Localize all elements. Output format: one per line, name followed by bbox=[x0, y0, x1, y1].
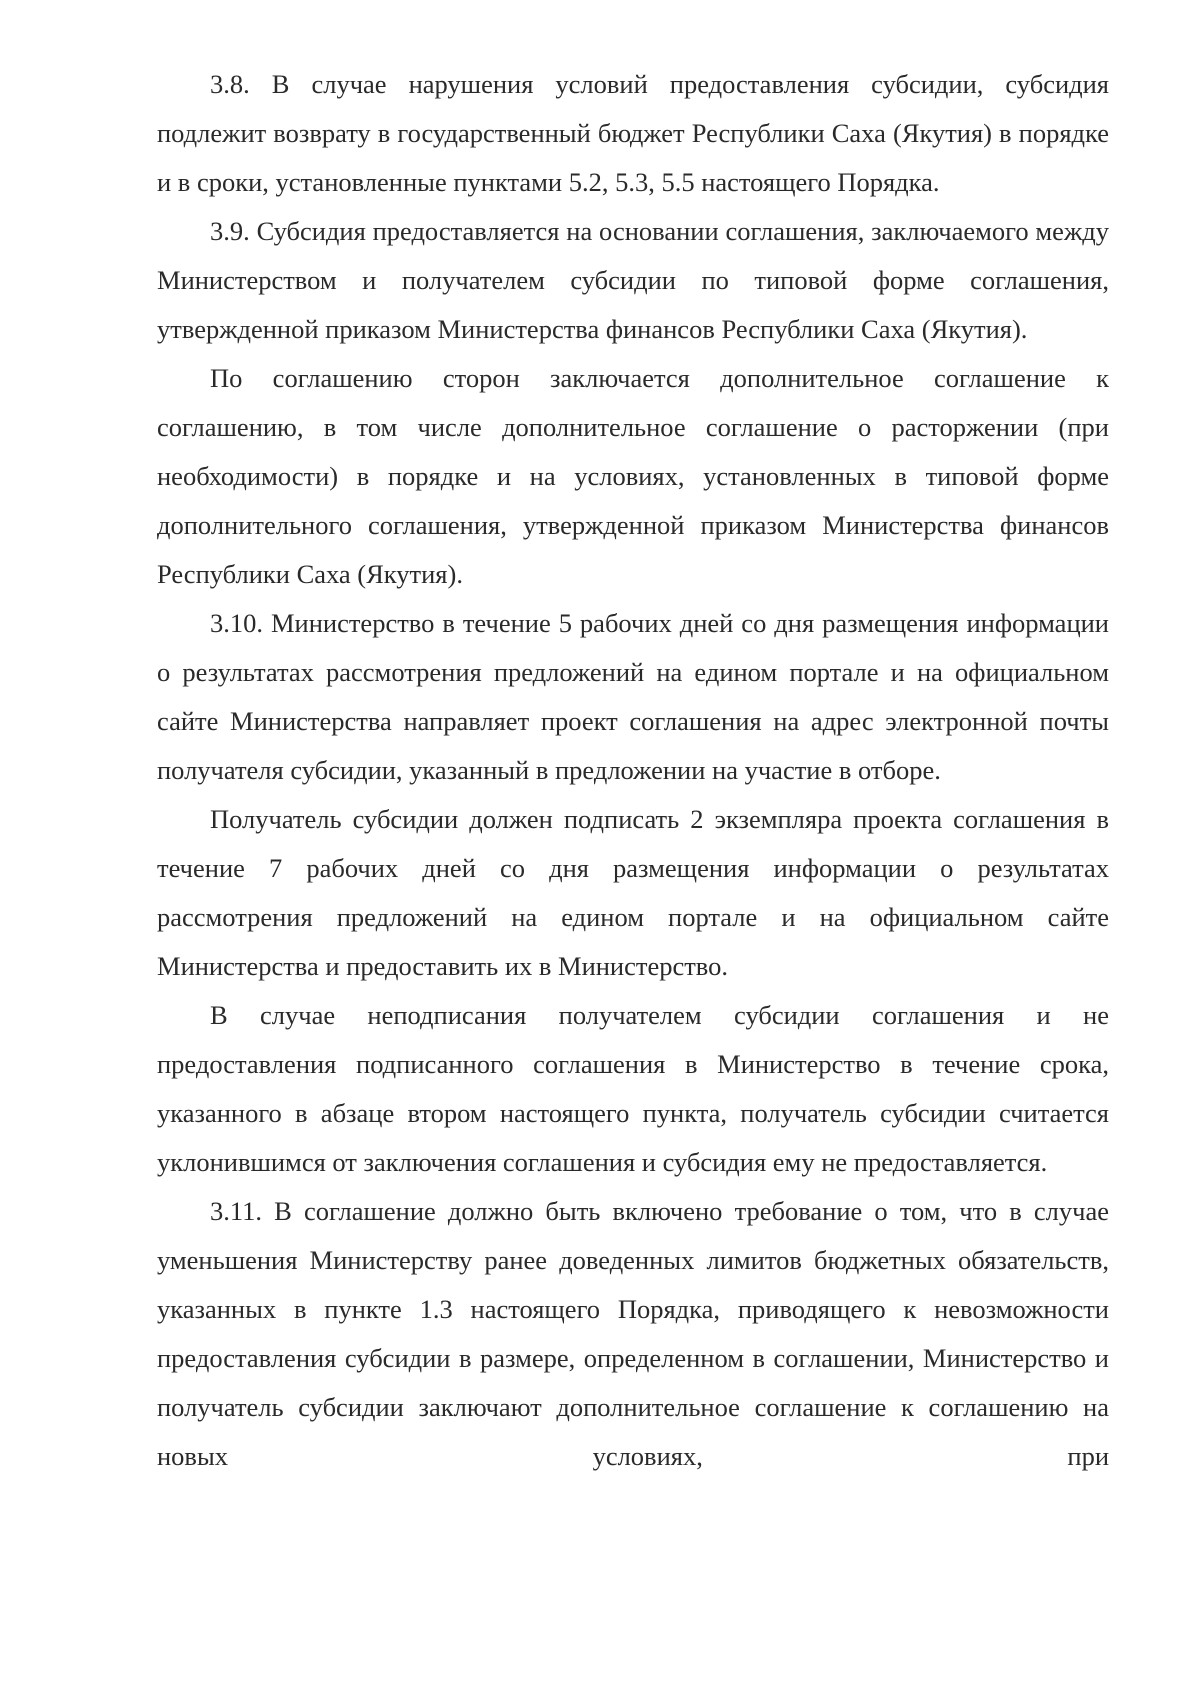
paragraph-signing: Получатель субсидии должен подписать 2 экземпляра проекта соглашения в течение 7 рабочих дней со дня размещения информации о результатах рассмотрения предложений на едином портале и на официальном сайте Министерства и предоставить их в Министерство. bbox=[157, 804, 1109, 981]
paragraph-non-signing: В случае неподписания получателем субсидии соглашения и не предоставления подписанного соглашения в Министерство в течение срока, указанного в абзаце втором настоящего пункта, получатель субсидии считается уклонившимся от заключения соглашения и субсидия ему не предоставляется. bbox=[157, 1000, 1109, 1177]
paragraph-additional-agreement: По соглашению сторон заключается дополнительное соглашение к соглашению, в том числе дополнительное соглашение о расторжении (при необходимости) в порядке и на условиях, установленных в типовой форме дополнительного соглашения, утвержденной приказом Министерства финансов Республики Саха (Якутия). bbox=[157, 363, 1109, 589]
paragraph-3-11: 3.11. В соглашение должно быть включено требование о том, что в случае уменьшения Министерству ранее доведенных лимитов бюджетных обязательств, указанных в пункте 1.3 настоящего Порядка, приводящего к невозможности предоставления субсидии в размере, определенном в соглашении, Министерство и получатель субсидии заключают дополнительное соглашение к соглашению на новых условиях, при bbox=[157, 1196, 1109, 1471]
paragraph-3-9: 3.9. Субсидия предоставляется на основании соглашения, заключаемого между Министерством и получателем субсидии по типовой форме соглашения, утвержденной приказом Министерства финансов Республики Саха (Якутия). bbox=[157, 216, 1109, 344]
document-body bbox=[157, 60, 1109, 1481]
paragraph-3-10: 3.10. Министерство в течение 5 рабочих дней со дня размещения информации о результатах рассмотрения предложений на едином портале и на официальном сайте Министерства направляет проект соглашения на адрес электронной почты получателя субсидии, указанный в предложении на участие в отборе. bbox=[157, 608, 1109, 785]
paragraph-3-8: 3.8. В случае нарушения условий предоставления субсидии, субсидия подлежит возврату в государственный бюджет Республики Саха (Якутия) в порядке и в сроки, установленные пунктами 5.2, 5.3, 5.5 настоящего Порядка. bbox=[157, 69, 1109, 197]
